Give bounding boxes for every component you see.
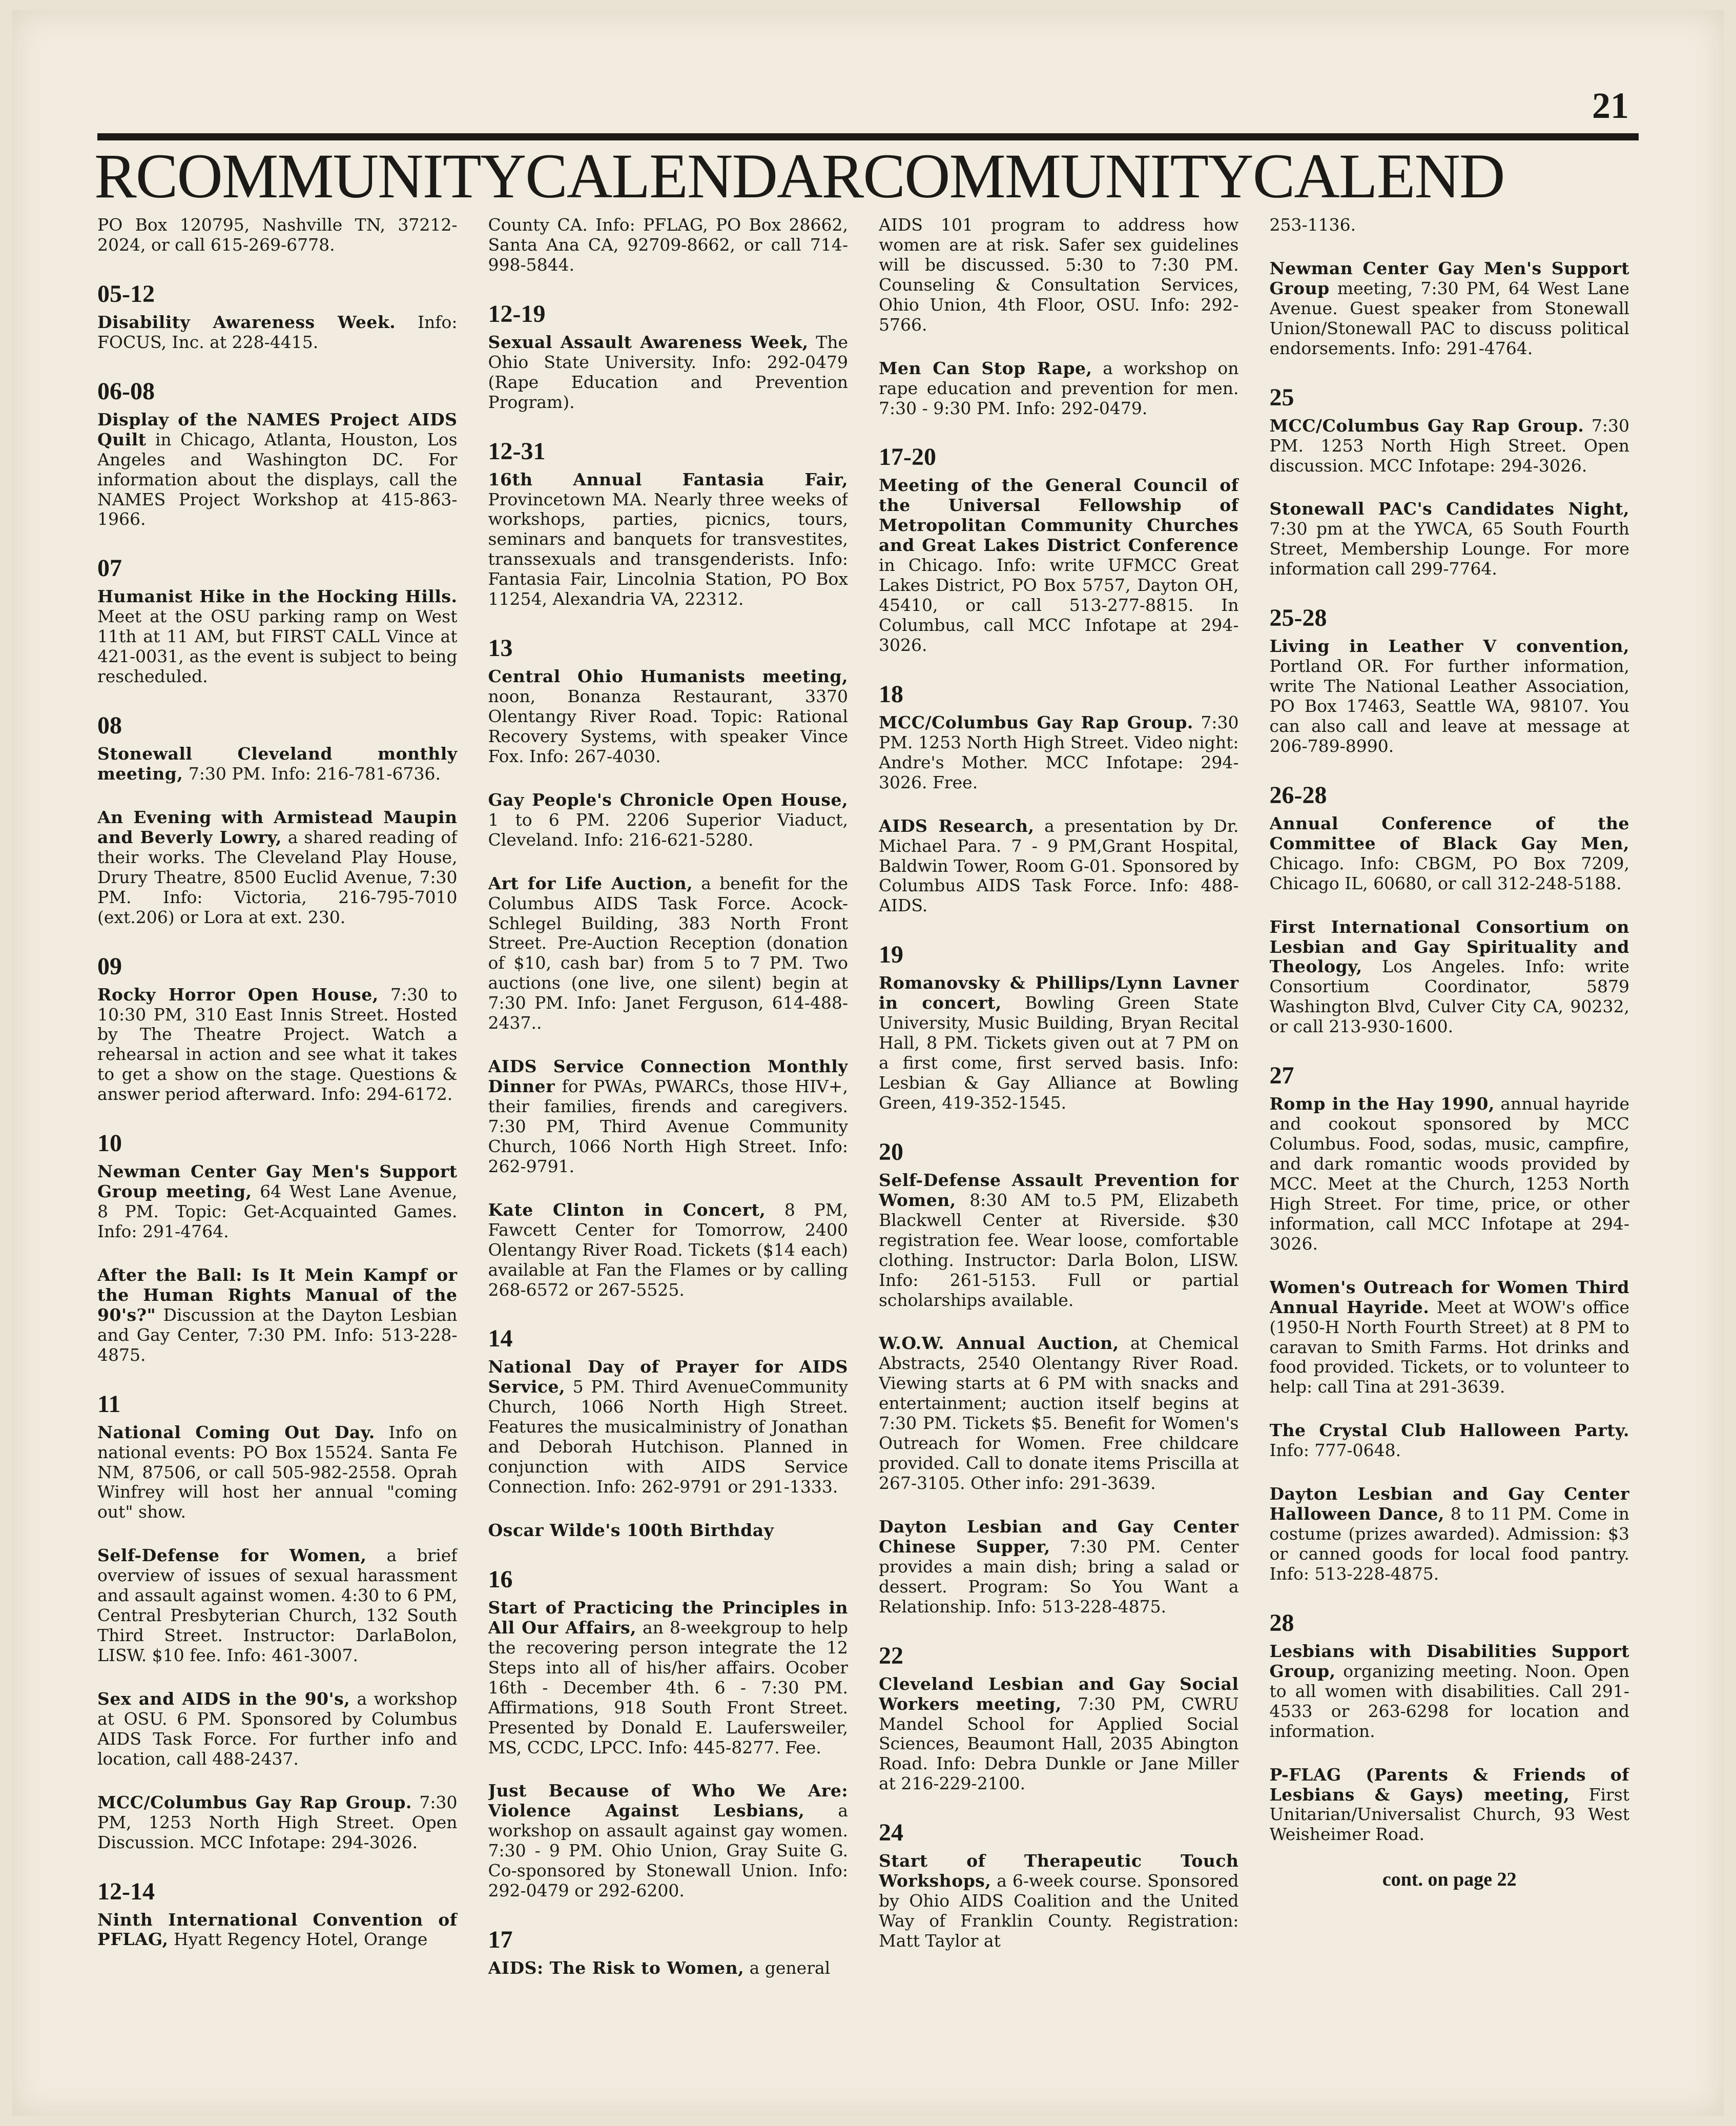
event-entry (879, 973, 1239, 1113)
event-details: Hyatt Regency Hotel, Orange (168, 1929, 428, 1950)
event-title: MCC/Columbus Gay Rap Group. (97, 1792, 412, 1812)
event-details: PO Box 120795, Nashville TN, 37212-2024, or call 615-269-6778. (97, 215, 458, 255)
event-entry (879, 1334, 1239, 1494)
event-date: 17-20 (879, 443, 936, 471)
event-entry (97, 1793, 458, 1853)
event-title: W.O.W. Annual Auction, (879, 1333, 1119, 1354)
event-details: a workshop on assault against gay women. 7:30 - 9 PM. Ohio Union, Gray Suite G. Co-sponsored by Stonewall Union. Info: 292-0479 or 292-6200. (488, 1801, 848, 1901)
event-title: MCC/Columbus Gay Rap Group. (1269, 415, 1584, 436)
event-entry (879, 816, 1239, 916)
event-details: Info: FOCUS, Inc. at 228-4415. (97, 312, 458, 352)
event-details: 8 to 11 PM. Come in costume (prizes awarded). Admission: $3 or canned goods for local food pantry. Info: 513-228-4875. (1269, 1504, 1629, 1584)
event-entry (97, 1910, 458, 1950)
event-entry (879, 476, 1239, 655)
event-entry (97, 808, 458, 928)
event-entry (97, 1689, 458, 1769)
event-details: 64 West Lane Avenue, 8 PM. Topic: Get-Acquainted Games. Info: 291-4764. (97, 1181, 458, 1241)
event-date: 07 (97, 555, 122, 582)
event-details: a workshop on rape education and prevention for men. 7:30 - 9:30 PM. Info: 292-0479. (879, 358, 1239, 418)
event-entry (488, 215, 849, 275)
event-date: 28 (1269, 1609, 1294, 1637)
event-entry (488, 1781, 849, 1901)
event-details: First Unitarian/Universalist Church, 93 West Weisheimer Road. (1269, 1784, 1629, 1845)
event-entry (97, 215, 458, 255)
event-date: 11 (97, 1390, 121, 1418)
event-date: 19 (879, 941, 903, 969)
event-details: a 6-week course. Sponsored by Ohio AIDS Coalition and the United Way of Franklin County. Registration: Matt Taylor at (879, 1871, 1239, 1951)
event-date: 22 (879, 1642, 903, 1669)
event-entry (97, 1265, 458, 1365)
event-entry (1270, 1642, 1630, 1742)
event-title: Oscar Wilde's 100th Birthday (488, 1520, 774, 1540)
event-date: 27 (1269, 1062, 1294, 1090)
event-details: The Ohio State University. Info: 292-0479 (Rape Education and Prevention Program). (488, 332, 848, 412)
event-entry (879, 1171, 1239, 1311)
event-details: 8:30 AM to.5 PM, Elizabeth Blackwell Center at Riverside. $30 registration fee. Wear loose, comfortable clothing. Instructor: Darla Bolon, LISW. Info: 261-5153. Full or partial scholarships available. (879, 1190, 1239, 1310)
event-details: Discussion at the Dayton Lesbian and Gay Center, 7:30 PM. Info: 513-228-4875. (97, 1304, 458, 1365)
event-entry (1270, 917, 1630, 1037)
event-title: The Crystal Club Halloween Party. (1269, 1420, 1629, 1441)
event-entry (879, 713, 1239, 793)
event-details: an 8-weekgroup to help the recovering person integrate the 12 Steps into all of his/her affairs. Ocober 16th - December 4th. 6 - 7:30 PM. Affirmations, 918 South Front Street. Presented by Donald E. Laufersweiler, MS, CCDC, LPCC. Info: 445-8277. Fee. (488, 1617, 848, 1757)
event-entry (488, 1357, 849, 1497)
event-entry (97, 410, 458, 530)
event-entry (488, 874, 849, 1034)
event-details: 7:30 PM. Center provides a main dish; bring a salad or dessert. Program: So You Want a Relationship. Info: 513-228-4875. (879, 1536, 1239, 1617)
event-entry (1270, 215, 1630, 235)
event-title: National Coming Out Day. (97, 1422, 375, 1442)
event-entry (97, 313, 458, 353)
event-details: noon, Bonanza Restaurant, 3370 Olentangy River Road. Topic: Rational Recovery Systems, with speaker Vince Fox. Info: 267-4030. (488, 686, 848, 766)
event-entry (97, 1162, 458, 1242)
event-details: Portland OR. For further information, write The National Leather Association, PO Box 17463, Seattle WA, 98107. You can also call and leave at message at 206-789-8990. (1269, 656, 1629, 756)
event-date: 25-28 (1269, 604, 1327, 632)
event-title: Stonewall Cleveland monthly meeting, (97, 744, 458, 784)
event-date: 24 (879, 1819, 903, 1847)
event-date: 08 (97, 712, 122, 740)
event-date: 12-19 (488, 300, 546, 328)
event-title: Start of Practicing the Principles in All Our Affairs, (488, 1597, 848, 1638)
event-title: First International Consortium on Lesbian and Gay Spirituality and Theology, (1269, 916, 1629, 977)
event-details: 7:30 PM. 1253 North High Street. Video night: Andre's Mother. MCC Infotape: 294-3026. Free. (879, 712, 1239, 792)
event-details: a general (744, 1958, 831, 1978)
event-details: a brief overview of issues of sexual harassment and assault against women. 4:30 to 6 PM, Central Presbyterian Church, 132 South Third Street. Instructor: DarlaBolon, LISW. $10 fee. Info: 461-3007. (97, 1545, 458, 1665)
event-date: 10 (97, 1130, 122, 1157)
event-entry (488, 667, 849, 767)
event-details: 7:30 to 10:30 PM, 310 East Innis Street. Hosted by The Theatre Project. Watch a rehearsal in action and see what it takes to get a show on the stage. Questions & answer period afterward. Info: 294-6172. (97, 984, 458, 1105)
event-entry (879, 1851, 1239, 1951)
event-title: Meeting of the General Council of the Universal Fellowship of Metropolitan Community Churches and Great Lakes District Conference (879, 475, 1239, 556)
event-title: Men Can Stop Rape, (879, 358, 1092, 378)
event-details: in Chicago. Info: write UFMCC Great Lakes District, PO Box 5757, Dayton OH, 45410, or call 513-277-8815. In Columbus, call MCC Infotape at 294-3026. (879, 555, 1239, 655)
event-title: MCC/Columbus Gay Rap Group. (879, 712, 1193, 732)
event-details: Provincetown MA. Nearly three weeks of workshops, parties, picnics, tours, seminars and banquets for transvestites, transsexuals and transgenderists. Info: Fantasia Fair, Lincolnia Station, PO Box 11254, Alexandria VA, 22312. (488, 489, 848, 609)
event-details: a presentation by Dr. Michael Para. 7 - 9 PM,Grant Hospital, Baldwin Tower, Room G-01. Sponsored by Columbus AIDS Task Force. Info: 488-AIDS. (879, 815, 1239, 916)
event-details: 7:30 PM. Info: 216-781-6736. (183, 764, 441, 784)
event-date: 12-14 (97, 1877, 155, 1905)
event-title: Gay People's Chronicle Open House, (488, 789, 848, 810)
event-date: 05-12 (97, 280, 155, 308)
event-title: Art for Life Auction, (488, 873, 693, 893)
event-date: 25 (1269, 383, 1294, 411)
event-details: in Chicago, Atlanta, Houston, Los Angeles and Washington DC. For information about the displays, call the NAMES Project Workshop at 415-863-1966. (97, 429, 458, 529)
event-entry (879, 215, 1239, 335)
event-details: Info on national events: PO Box 15524. Santa Fe NM, 87506, or call 505-982-2558. Oprah Winfrey will host her annual "coming out" show. (97, 1422, 458, 1522)
event-date: 13 (488, 635, 513, 662)
page-number: 21 (1592, 85, 1629, 126)
event-details: Meet at WOW's office (1950-H North Fourth Street) at 8 PM to caravan to Smith Farms. Hot drinks and food provided. Tickets, or to volunteer to help: call Tina at 291-3639. (1269, 1297, 1629, 1397)
event-entry (1270, 1484, 1630, 1584)
event-details: Meet at the OSU parking ramp on West 11th at 11 AM, but FIRST CALL Vince at 421-0031, as the event is subject to being rescheduled. (97, 606, 458, 687)
event-title: National Day of Prayer for AIDS Service, (488, 1357, 848, 1397)
event-entry (879, 1674, 1239, 1794)
event-date: 20 (879, 1138, 903, 1166)
event-entry (1270, 416, 1630, 476)
event-title: Stonewall PAC's Candidates Night, (1269, 499, 1629, 519)
event-entry (1270, 1278, 1630, 1398)
event-title: AIDS Service Connection Monthly Dinner (488, 1056, 848, 1097)
calendar-column-1 (97, 215, 458, 2101)
event-title: Kate Clinton in Concert, (488, 1199, 766, 1220)
event-details: annual hayride and cookout sponsored by MCC Columbus. Food, sodas, music, campfire, and dark romantic woods provided by MCC. Meet at the Church, 1253 North High Street. For time, price, or other information, call MCC Infotape at 294-3026. (1269, 1094, 1629, 1254)
event-details: meeting, 7:30 PM, 64 West Lane Avenue. Guest speaker from Stonewall Union/Stonewall PAC to discuss political endorsements. Info: 291-4764. (1269, 278, 1629, 358)
event-details: 7:30 PM, 1253 North High Street. Open Discussion. MCC Infotape: 294-3026. (97, 1792, 458, 1852)
event-details: at Chemical Abstracts, 2540 Olentangy River Road. Viewing starts at 6 PM with snacks and entertainment; auction itself begins at 7:30 PM. Tickets $5. Benefit for Women's Outreach for Women. Free childcare provided. Call to donate items Priscilla at 267-3105. Other info: 291-3639. (879, 1333, 1239, 1493)
event-details: for PWAs, PWARCs, those HIV+, their families, firends and caregivers. 7:30 PM, Third Avenue Community Church, 1066 North High Street. Info: 262-9791. (488, 1076, 848, 1176)
event-details: 8 PM, Fawcett Center for Tomorrow, 2400 Olentangy River Road. Tickets ($14 each) available at Fan the Flames or by calling 268-6572 or 267-5525. (488, 1199, 848, 1300)
event-title: Women's Outreach for Women Third Annual Hayride. (1269, 1277, 1629, 1317)
event-entry (97, 1546, 458, 1666)
newspaper-page (12, 10, 1724, 2116)
event-details: 1 to 6 PM. 2206 Superior Viaduct, Cleveland. Info: 216-621-5280. (488, 809, 848, 850)
event-details: 253-1136. (1269, 215, 1356, 235)
event-details: Bowling Green State University, Music Building, Bryan Recital Hall, 8 PM. Tickets given out at 7 PM on a first come, first served basis. Info: Lesbian & Gay Alliance at Bowling Green, 419-352-1545. (879, 993, 1239, 1113)
event-title: Dayton Lesbian and Gay Center Chinese Supper, (879, 1516, 1239, 1557)
event-title: Self-Defense for Women, (97, 1545, 367, 1566)
event-entry (488, 1598, 849, 1758)
event-details: 7:30 PM, CWRU Mandel School for Applied Social Sciences, Beaumont Hall, 2035 Abington Road. Info: Debra Dunkle or Jane Miller at 216-229-2100. (879, 1693, 1239, 1794)
calendar-column-2 (488, 215, 849, 2101)
event-details: Los Angeles. Info: write Consortium Coordinator, 5879 Washington Blvd, Culver City CA, 90232, or call 213-930-1600. (1269, 956, 1629, 1037)
event-date: 18 (879, 680, 903, 708)
event-entry (1270, 637, 1630, 757)
event-entry (488, 1200, 849, 1300)
event-title: Living in Leather V convention, (1269, 636, 1629, 657)
event-title: Dayton Lesbian and Gay Center Halloween Dance, (1269, 1484, 1629, 1524)
event-title: Romp in the Hay 1990, (1269, 1094, 1495, 1114)
event-title: Disability Awareness Week. (97, 312, 396, 332)
event-details: organizing meeting. Noon. Open to all women with disabilities. Call 291-4533 or 263-6298 for location and information. (1269, 1661, 1629, 1741)
event-entry (488, 790, 849, 850)
event-details: a shared reading of their works. The Cleveland Play House, Drury Theatre, 8500 Euclid Avenue, 7:30 PM. Info: Victoria, 216-795-7010 (ext.206) or Lora at ext. 230. (97, 827, 458, 927)
event-date: 12-31 (488, 437, 546, 465)
event-title: P-FLAG (Parents & Friends of Lesbians & Gays) meeting, (1269, 1764, 1629, 1805)
event-date: 16 (488, 1565, 513, 1593)
event-details: 5 PM. Third AvenueCommunity Church, 1066 North High Street. Features the musicalministry of Jonathan and Deborah Hutchison. Planned in conjunction with AIDS Service Connection. Info: 262-9791 or 291-1333. (488, 1377, 848, 1497)
event-date: 17 (488, 1926, 513, 1954)
event-entry (1270, 259, 1630, 359)
event-entry (488, 1958, 849, 1978)
event-details: 7:30 PM. 1253 North High Street. Open discussion. MCC Infotape: 294-3026. (1269, 415, 1629, 476)
event-title: Start of Therapeutic Touch Workshops, (879, 1851, 1239, 1891)
calendar-column-4 (1270, 215, 1630, 2101)
event-date: 06-08 (97, 377, 155, 405)
event-title: After the Ball: Is It Mein Kampf or the Human Rights Manual of the 90's?" (97, 1264, 458, 1325)
event-title: Newman Center Gay Men's Support Group meeting, (97, 1161, 458, 1202)
event-title: Humanist Hike in the Hocking Hills. (97, 586, 458, 607)
event-title: Lesbians with Disabilities Support Group, (1269, 1641, 1629, 1681)
event-date: 09 (97, 952, 122, 980)
event-title: Ninth International Convention of PFLAG, (97, 1909, 458, 1950)
event-details: Chicago. Info: CBGM, PO Box 7209, Chicago IL, 60680, or call 312-248-5188. (1269, 853, 1629, 893)
event-title: Cleveland Lesbian and Gay Social Workers meeting, (879, 1673, 1239, 1714)
header-rule (97, 133, 1639, 140)
event-title: Romanovsky & Phillips/Lynn Lavner in concert, (879, 973, 1239, 1013)
event-entry (1270, 499, 1630, 579)
event-date: 14 (488, 1325, 513, 1353)
calendar-columns (97, 215, 1629, 2101)
event-entry (97, 985, 458, 1105)
event-title: Sex and AIDS in the 90's, (97, 1688, 350, 1709)
event-title: Annual Conference of the Committee of Black Gay Men, (1269, 813, 1629, 853)
event-title: Sexual Assault Awareness Week, (488, 332, 809, 352)
event-details: Info: 777-0648. (1269, 1440, 1401, 1461)
event-title: An Evening with Armistead Maupin and Beverly Lowry, (97, 807, 458, 847)
event-title: Self-Defense Assault Prevention for Women, (879, 1170, 1239, 1210)
event-title: 16th Annual Fantasia Fair, (488, 469, 848, 489)
event-title: AIDS: The Risk to Women, (488, 1958, 745, 1978)
event-entry (1270, 1421, 1630, 1461)
event-entry (488, 470, 849, 610)
event-entry (488, 1521, 849, 1541)
event-entry (1270, 1765, 1630, 1845)
event-date: 26-28 (1269, 781, 1327, 809)
event-entry (879, 359, 1239, 419)
event-title: AIDS Research, (879, 815, 1035, 836)
calendar-column-3 (879, 215, 1239, 2101)
event-entry (879, 1517, 1239, 1617)
event-details: County CA. Info: PFLAG, PO Box 28662, Santa Ana CA, 92709-8662, or call 714-998-5844. (488, 215, 848, 275)
event-details: AIDS 101 program to address how women are at risk. Safer sex guidelines will be discussed. 5:30 to 7:30 PM. Counseling & Consultation Services, Ohio Union, 4th Floor, OSU. Info: 292-5766. (879, 215, 1239, 335)
event-details: a workshop at OSU. 6 PM. Sponsored by Columbus AIDS Task Force. For further info and location, call 488-2437. (97, 1688, 458, 1769)
section-banner: RCOMMUNITYCALENDARCOMMUNITYCALEND (94, 145, 1504, 208)
event-entry (97, 744, 458, 784)
event-entry (488, 333, 849, 413)
event-entry (1270, 814, 1630, 894)
event-title: Rocky Horror Open House, (97, 984, 379, 1005)
continued-note: cont. on page 22 (1382, 1869, 1517, 1891)
event-entry (488, 1057, 849, 1177)
event-details: a benefit for the Columbus AIDS Task Force. Acock-Schlegel Building, 383 North Front Street. Pre-Auction Reception (donation of $10, cash bar) from 5 to 7 PM. Two auctions (one live, one silent) begin at 7:30 PM. Info: Janet Ferguson, 614-488-2437.. (488, 873, 848, 1033)
event-title: Newman Center Gay Men's Support Group (1269, 258, 1629, 298)
event-details: 7:30 pm at the YWCA, 65 South Fourth Street, Membership Lounge. For more information call 299-7764. (1269, 519, 1629, 579)
event-entry (1270, 1094, 1630, 1254)
event-title: Just Because of Who We Are: Violence Against Lesbians, (488, 1781, 848, 1821)
event-title: Central Ohio Humanists meeting, (488, 666, 848, 687)
event-entry (97, 1423, 458, 1523)
event-title: Display of the NAMES Project AIDS Quilt (97, 409, 458, 449)
event-entry (97, 587, 458, 687)
